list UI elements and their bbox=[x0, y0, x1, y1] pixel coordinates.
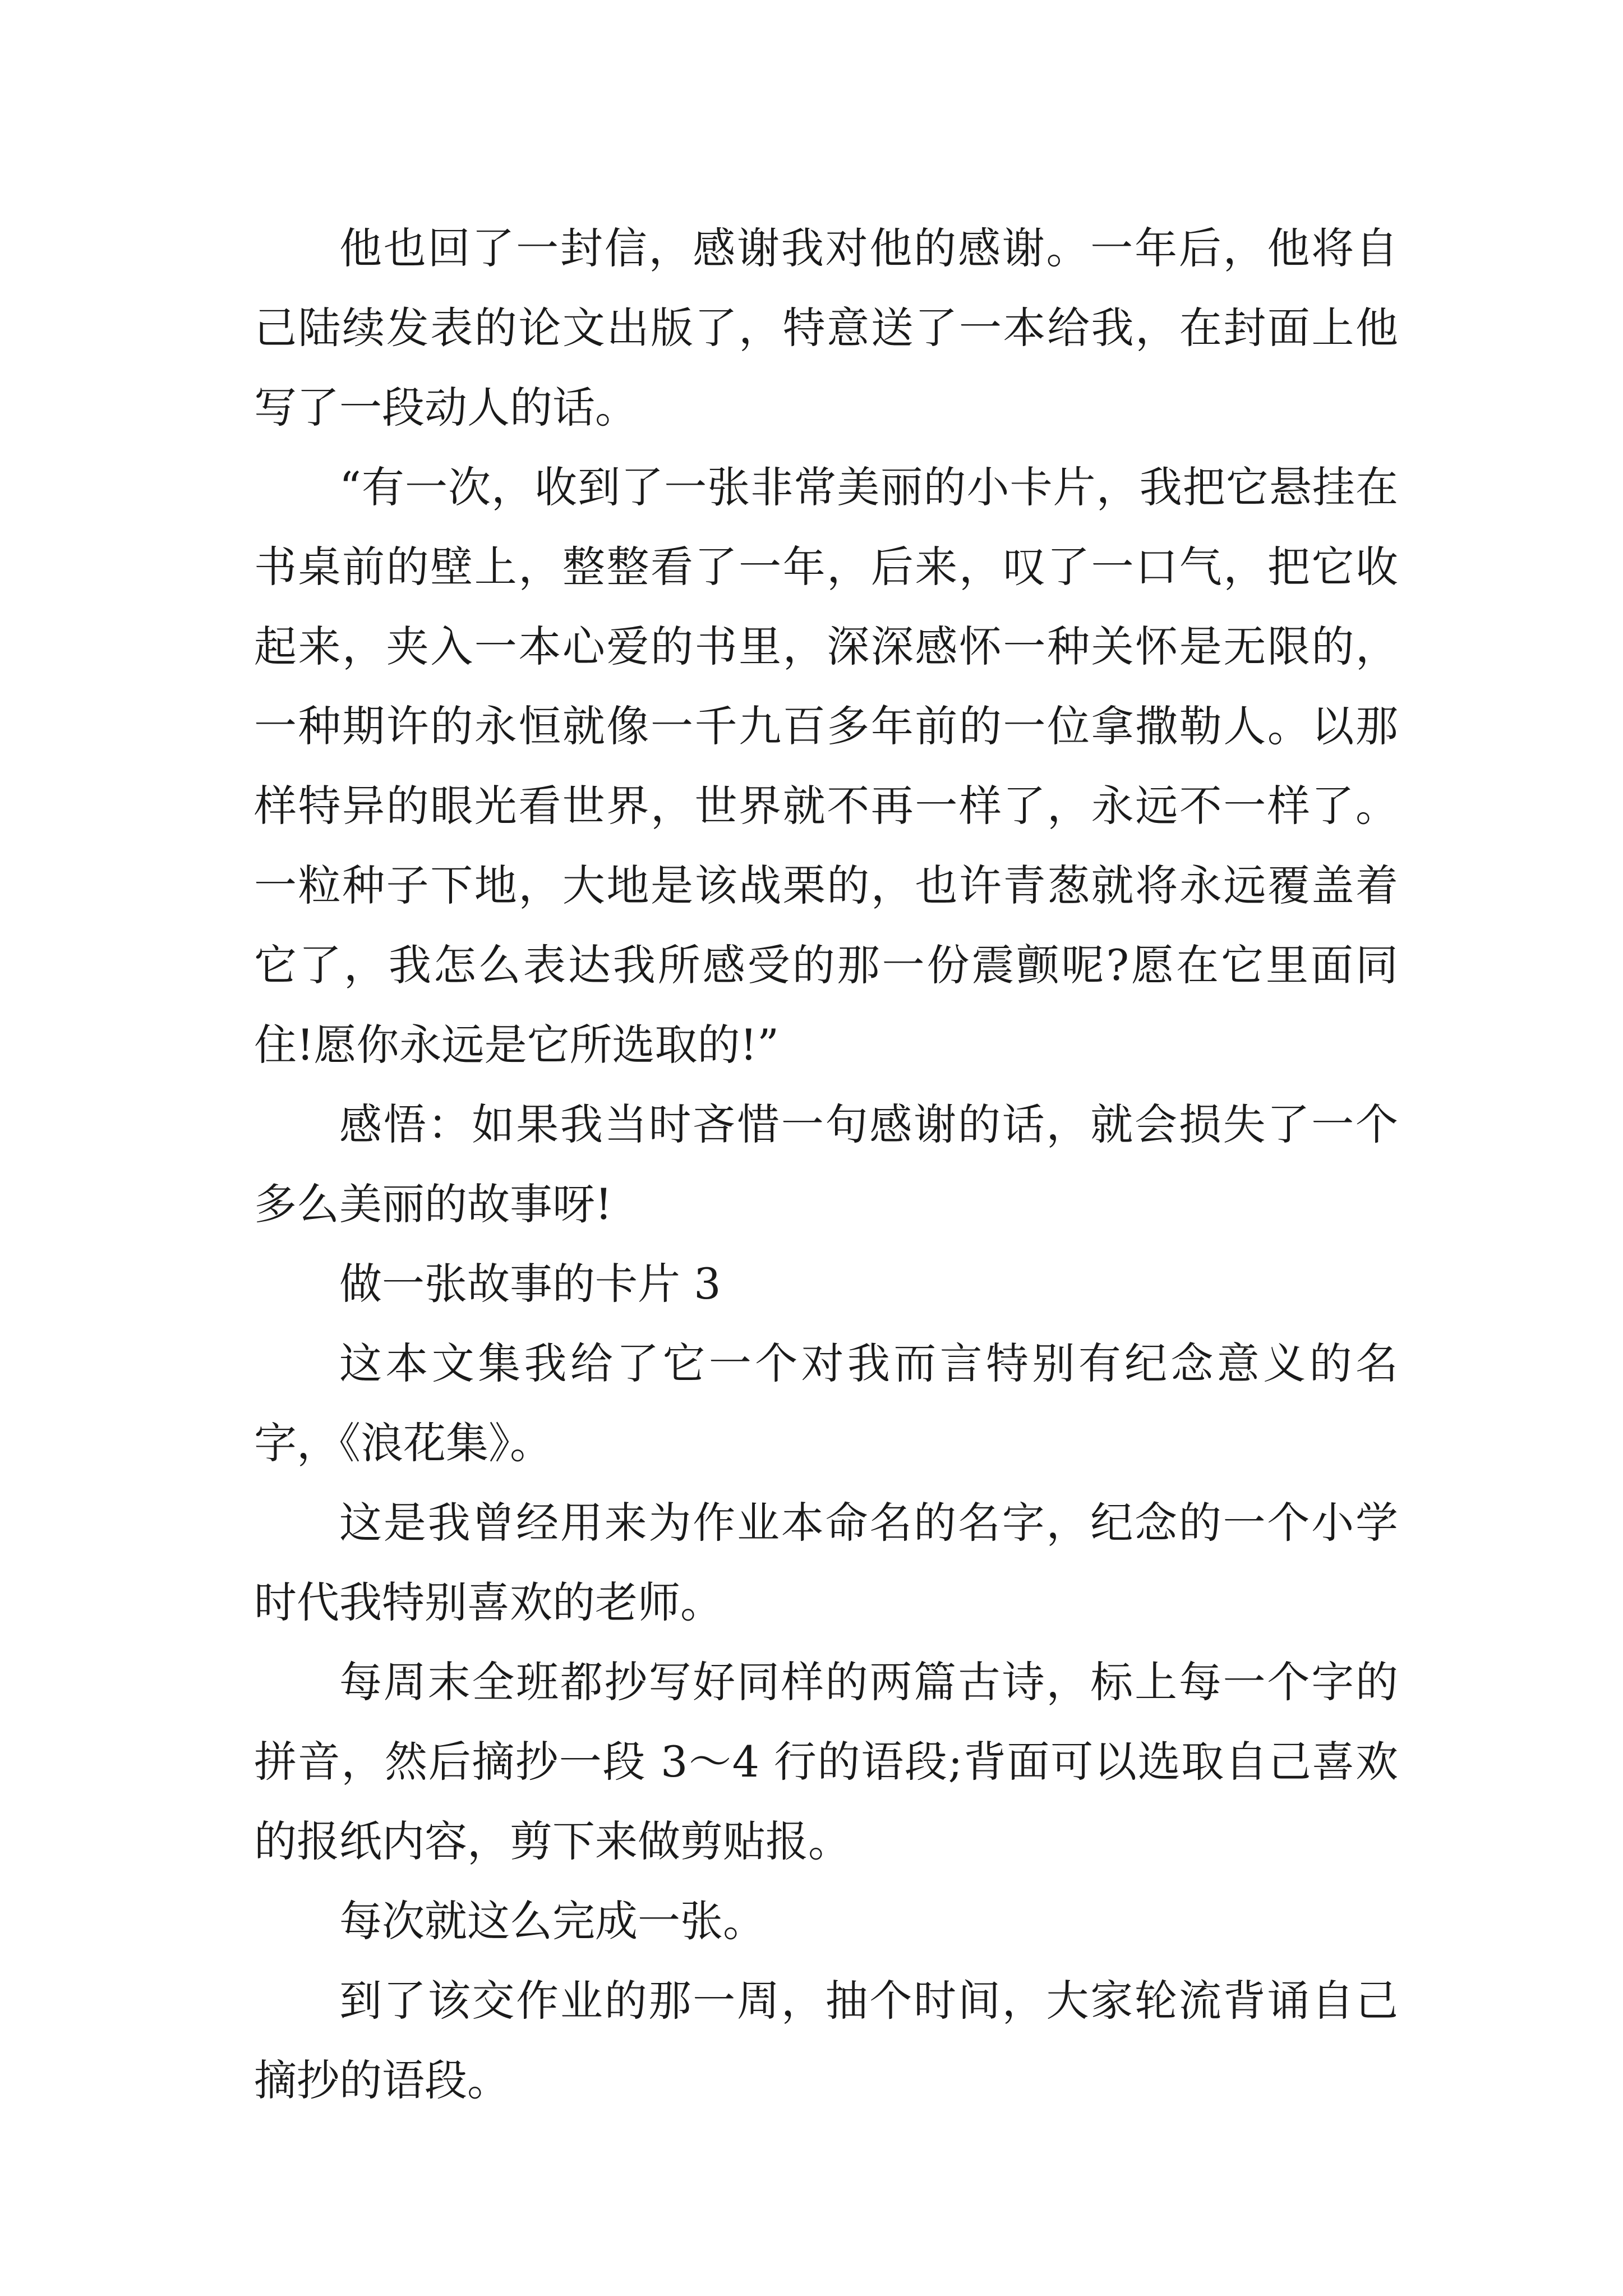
paragraph-each-time: 每次就这么完成一张。 bbox=[339, 1896, 766, 1946]
paragraph-reflection: 感悟：如果我当时吝惜一句感谢的话，就会损失了一个多么美丽的故事呀! bbox=[254, 1099, 1398, 1229]
section-heading: 做一张故事的卡片 3 bbox=[339, 1259, 721, 1309]
body-text bbox=[254, 209, 1398, 2120]
paragraph-quote: “有一次，收到了一张非常美丽的小卡片，我把它悬挂在书桌前的壁上，整整看了一年，后来，叹了一口气，把它收起来，夹入一本心爱的书里，深深感怀一种关怀是无限的，一种期许的永恒就像一千九百多年前的一位拿撒勒人。以那样特异的眼光看世界，世界就不再一样了，永远不一样了。一粒种子下地，大地是该战栗的，也许青葱就将永远覆盖着它了，我怎么表达我所感受的那一份震颤呢?愿在它里面同住!愿你永远是它所选取的!” bbox=[254, 462, 1398, 1070]
paragraph-recitation: 到了该交作业的那一周，抽个时间，大家轮流背诵自己摘抄的语段。 bbox=[254, 1976, 1398, 2105]
paragraph-collection-name: 这本文集我给了它一个对我而言特别有纪念意义的名字，《浪花集》。 bbox=[254, 1338, 1398, 1468]
paragraph-name-origin: 这是我曾经用来为作业本命名的名字，纪念的一个小学时代我特别喜欢的老师。 bbox=[254, 1498, 1398, 1627]
paragraph-weekly-homework: 每周末全班都抄写好同样的两篇古诗，标上每一个字的拼音，然后摘抄一段 3～4 行的语段;背面可以选取自己喜欢的报纸内容，剪下来做剪贴报。 bbox=[254, 1657, 1398, 1866]
paragraph-reply-letter: 他也回了一封信，感谢我对他的感谢。一年后，他将自己陆续发表的论文出版了，特意送了一本给我，在封面上他写了一段动人的话。 bbox=[254, 223, 1398, 432]
